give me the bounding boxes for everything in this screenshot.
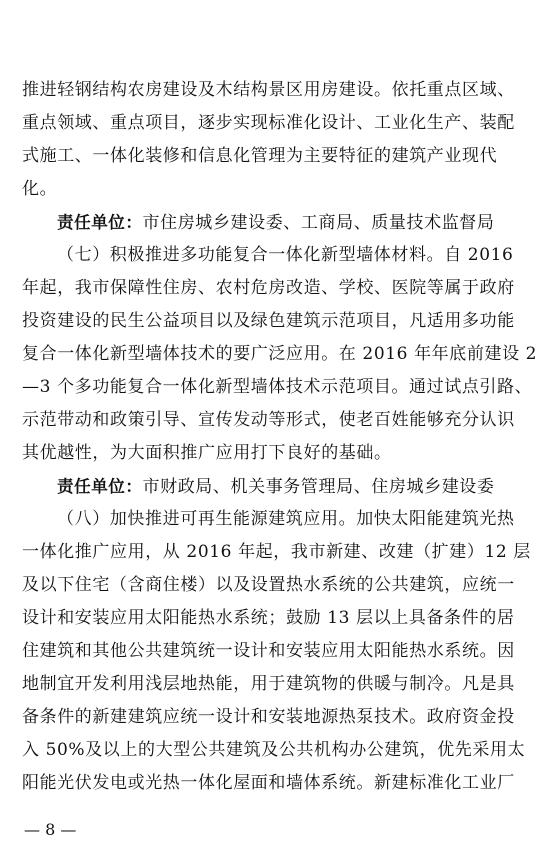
text-line: 重点领域、重点项目，逐步实现标准化设计、工业化生产、装配 bbox=[22, 113, 515, 133]
document-body bbox=[22, 74, 538, 800]
responsible-units-line bbox=[22, 470, 528, 503]
text-line: 一体化推广应用，从 2016 年起，我市新建、改建（扩建）12 层 bbox=[22, 542, 531, 562]
text-line: 备条件的新建建筑应统一设计和安装地源热泵技术。政府资金投 bbox=[22, 707, 515, 727]
page-number: — 8 — bbox=[24, 820, 77, 839]
text-line: （八）加快推进可再生能源建筑应用。加快太阳能建筑光热 bbox=[57, 509, 515, 529]
text-line: 地制宜开发利用浅层地热能，用于建筑物的供暖与制冷。凡是具 bbox=[22, 674, 515, 694]
text-line: 复合一体化新型墙体技术的要广泛应用。在 2016 年年底前建设 2 bbox=[22, 344, 538, 364]
text-line: 年起，我市保障性住房、农村危房改造、学校、医院等属于政府 bbox=[22, 278, 515, 298]
responsible-units-label: 责任单位： bbox=[57, 477, 143, 496]
text-line: （七）积极推进多功能复合一体化新型墙体材料。自 2016 bbox=[57, 245, 514, 265]
text-line: 及以下住宅（含商住楼）以及设置热水系统的公共建筑，应统一 bbox=[22, 575, 515, 595]
responsible-units-text: 市财政局、机关事务管理局、住房城乡建设委 bbox=[142, 477, 495, 497]
text-line: 投资建设的民生公益项目以及绿色建筑示范项目，凡适用多功能 bbox=[22, 311, 515, 331]
text-line: 入 50%及以上的大型公共建筑及公共机构办公建筑，优先采用太 bbox=[22, 740, 526, 760]
responsible-units-line bbox=[22, 206, 528, 239]
responsible-units-label: 责任单位： bbox=[57, 213, 143, 232]
text-line: 其优越性，为大面积推广应用打下良好的基础。 bbox=[22, 443, 392, 463]
text-line: 示范带动和政策引导、宣传发动等形式，使老百姓能够充分认识 bbox=[22, 410, 515, 430]
text-line: 推进轻钢结构农房建设及木结构景区用房建设。依托重点区域、 bbox=[22, 80, 515, 100]
text-line: —3 个多功能复合一体化新型墙体技术示范项目。通过试点引路、 bbox=[22, 377, 533, 397]
text-line: 设计和安装应用太阳能热水系统；鼓励 13 层以上具备条件的居 bbox=[22, 608, 515, 628]
responsible-units-text: 市住房城乡建设委、工商局、质量技术监督局 bbox=[142, 213, 495, 233]
text-line: 化。 bbox=[22, 179, 58, 199]
text-line: 式施工、一体化装修和信息化管理为主要特征的建筑产业现代 bbox=[22, 146, 498, 166]
text-line: 住建筑和其他公共建筑统一设计和安装应用太阳能热水系统。因 bbox=[22, 641, 515, 661]
text-line: 阳能光伏发电或光热一体化屋面和墙体系统。新建标准化工业厂 bbox=[22, 773, 515, 793]
